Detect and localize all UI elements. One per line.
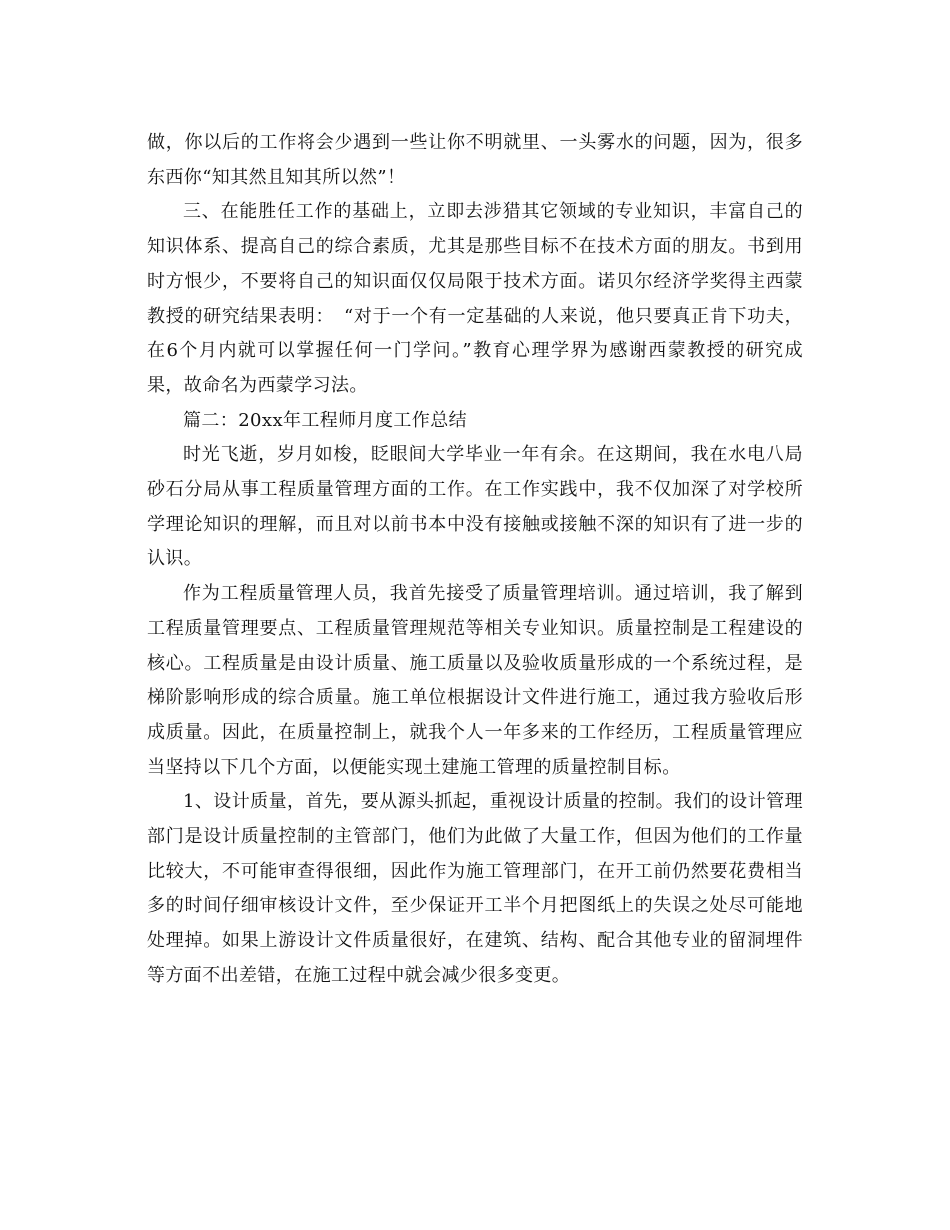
- paragraph-continuation: 做，你以后的工作将会少遇到一些让你不明就里、一头雾水的问题，因为，很多东西你“知其然且知其所以然”！: [147, 132, 803, 188]
- paragraph-quality-management: 作为工程质量管理人员，我首先接受了质量管理培训。通过培训，我了解到工程质量管理要点、工程质量管理规范等相关专业知识。质量控制是工程建设的核心。工程质量是由设计质量、施工质量以及验收质量形成的一个系统过程，是梯阶影响形成的综合质量。施工单位根据设计文件进行施工，通过我方验收后形成质量。因此，在质量控制上，就我个人一年多来的工作经历，工程质量管理应当坚持以下几个方面，以便能实现土建施工管理的质量控制目标。: [147, 583, 803, 778]
- paragraph-design-quality: 1、设计质量，首先，要从源头抓起，重视设计质量的控制。我们的设计管理部门是设计质量控制的主管部门，他们为此做了大量工作，但因为他们的工作量比较大，不可能审查得很细，因此作为施工管理部门，在开工前仍然要花费相当多的时间仔细审核设计文件，至少保证开工半个月把图纸上的失误之处尽可能地处理掉。如果上游设计文件质量很好，在建筑、结构、配合其他专业的留洞埋件等方面不出差错，在施工过程中就会减少很多变更。: [147, 791, 803, 986]
- paragraph-intro: 时光飞逝，岁月如梭，眨眼间大学毕业一年有余。在这期间，我在水电八局砂石分局从事工程质量管理方面的工作。在工作实践中，我不仅加深了对学校所学理论知识的理解，而且对以前书本中没有接触或接触不深的知识有了进一步的认识。: [147, 444, 803, 570]
- document-body: [147, 126, 803, 994]
- paragraph-point-three: 三、在能胜任工作的基础上，立即去涉猎其它领域的专业知识，丰富自己的知识体系、提高自己的综合素质，尤其是那些目标不在技术方面的朋友。书到用时方恨少，不要将自己的知识面仅仅局限于技术方面。诺贝尔经济学奖得主西蒙教授的研究结果表明： “对于一个有一定基础的人来说，他只要真正肯下功夫，在6个月内就可以掌握任何一门学问。”教育心理学界为感谢西蒙教授的研究成果，故命名为西蒙学习法。: [147, 201, 803, 396]
- section-heading: 篇二：20xx年工程师月度工作总结: [183, 409, 468, 431]
